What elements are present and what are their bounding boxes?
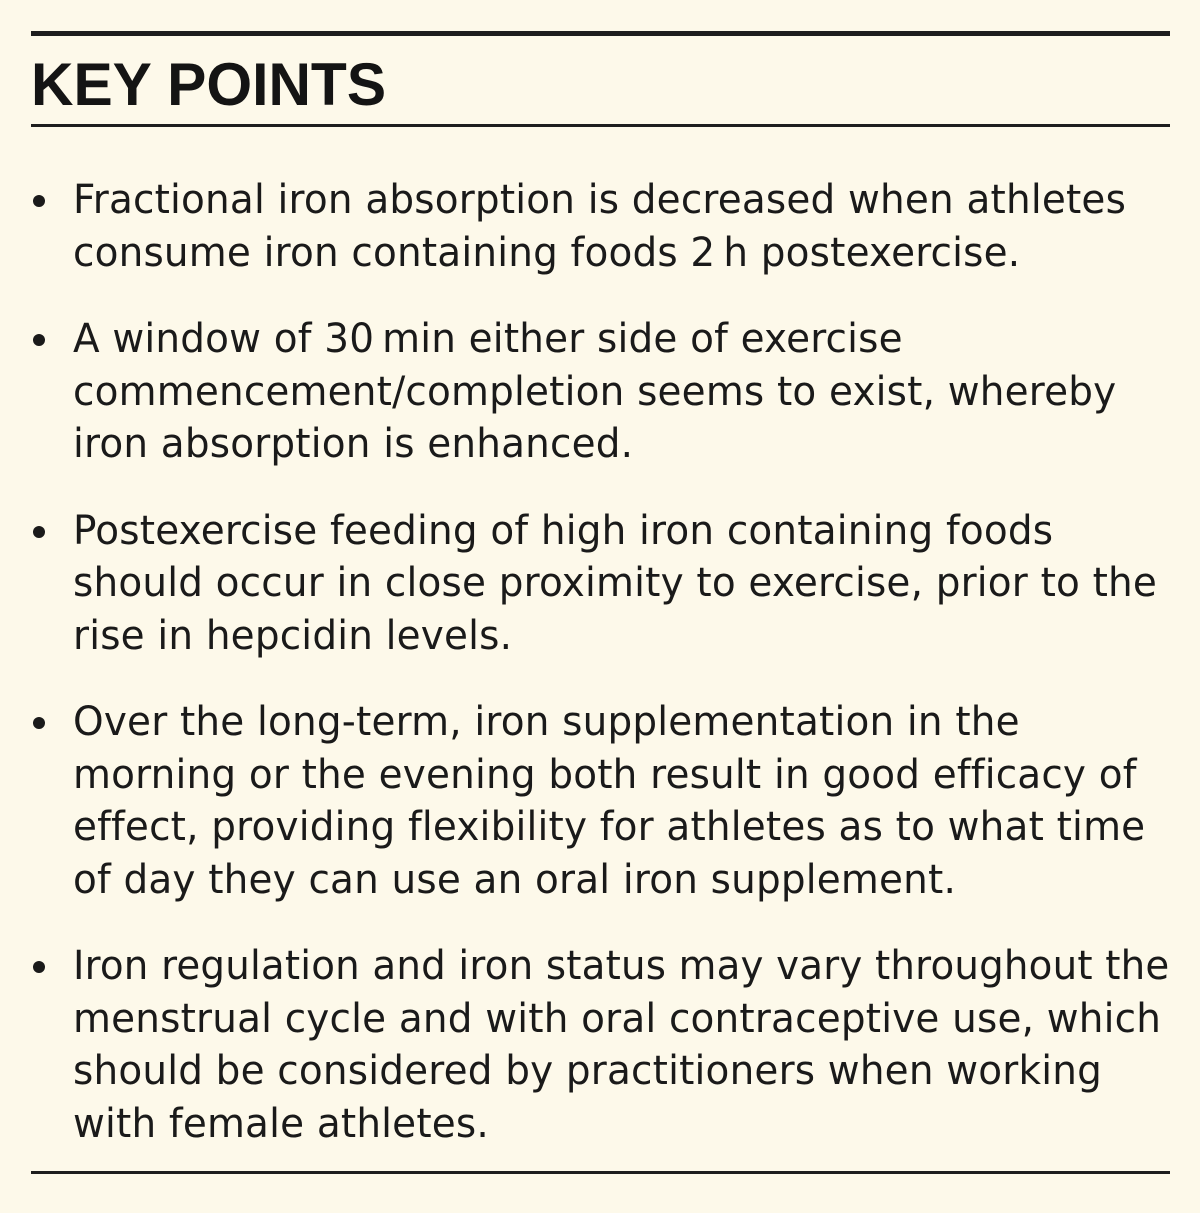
key-point-text-line: consume iron containing foods 2 h postexercise. (73, 229, 1021, 276)
key-point-text-line: A window of 30 min either side of exercise (73, 316, 903, 362)
bullet-icon (33, 195, 45, 207)
key-point-text-line: Iron regulation and iron status may vary throughout the (73, 943, 1170, 989)
key-point-text-line: iron absorption is enhanced. (73, 421, 634, 467)
key-point-text-line: menstrual cycle and with oral contraceptive use, which (73, 995, 1162, 1042)
key-point-text-line: effect, providing flexibility for athletes as to what time (73, 804, 1146, 850)
bullet-icon (33, 961, 45, 973)
key-point-text-line: commencement/completion seems to exist, whereby (73, 368, 1117, 415)
key-point-text-line: Fractional iron absorption is decreased when athletes (73, 177, 1127, 223)
key-point-item (0, 174, 1200, 279)
bullet-icon (33, 526, 45, 538)
top-rule (31, 31, 1170, 36)
key-point-item (0, 505, 1200, 663)
key-points-heading: KEY POINTS (31, 51, 387, 118)
key-points-list (0, 174, 1200, 1184)
key-point-text-line: morning or the evening both result in good efficacy of (73, 751, 1137, 798)
bullet-icon (33, 717, 45, 729)
key-point-item (0, 940, 1200, 1150)
bottom-rule (31, 1171, 1170, 1174)
key-point-text-line: should occur in close proximity to exercise, prior to the (73, 560, 1158, 606)
heading-rule (31, 124, 1170, 127)
key-point-text-line: rise in hepcidin levels. (73, 612, 513, 659)
key-point-text-line: of day they can use an oral iron supplement. (73, 856, 957, 903)
key-point-item (0, 696, 1200, 906)
key-point-item (0, 313, 1200, 471)
key-point-text-line: Over the long-term, iron supplementation in the (73, 699, 1020, 745)
key-point-text-line: with female athletes. (73, 1100, 489, 1147)
bullet-icon (33, 334, 45, 346)
key-point-text-line: Postexercise feeding of high iron containing foods (73, 507, 1054, 554)
key-point-text-line: should be considered by practitioners when working (73, 1048, 1102, 1094)
